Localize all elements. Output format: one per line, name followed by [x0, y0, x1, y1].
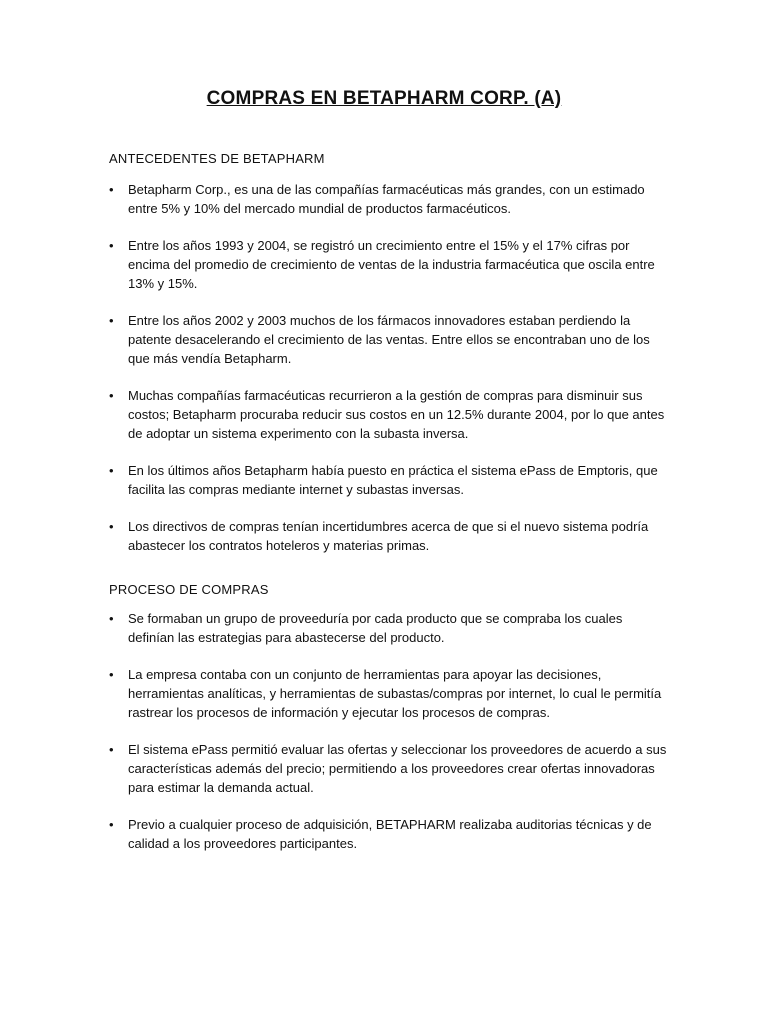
section-heading-proceso: PROCESO DE COMPRAS [109, 582, 269, 597]
bullet-list-antecedentes [109, 180, 669, 573]
bullet-icon: • [109, 817, 114, 832]
bullet-icon: • [109, 313, 114, 328]
bullet-text: Muchas compañías farmacéuticas recurrieron a la gestión de compras para disminuir sus costos; Betapharm procuraba reducir sus costos en un 12.5% durante 2004, por lo que antes de adoptar un sistema experimento con la subasta inversa. [128, 388, 665, 441]
list-item [109, 609, 669, 647]
bullet-icon: • [109, 611, 114, 626]
list-item [109, 180, 669, 218]
bullet-text: Betapharm Corp., es una de las compañías farmacéuticas más grandes, con un estimado entre 5% y 10% del mercado mundial de productos farmacéuticos. [128, 182, 645, 216]
list-item [109, 386, 669, 443]
section-heading-antecedentes: ANTECEDENTES DE BETAPHARM [109, 151, 325, 166]
bullet-text: Entre los años 1993 y 2004, se registró un crecimiento entre el 15% y el 17% cifras por encima del promedio de crecimiento de ventas de la industria farmacéutica que oscila entre 13% y 15%. [128, 238, 655, 291]
bullet-icon: • [109, 463, 114, 478]
bullet-text: En los últimos años Betapharm había puesto en práctica el sistema ePass de Emptoris, que facilita las compras mediante internet y subastas inversas. [128, 463, 658, 497]
bullet-text: Los directivos de compras tenían incertidumbres acerca de que si el nuevo sistema podría abastecer los contratos hoteleros y materias primas. [128, 519, 649, 553]
list-item [109, 740, 669, 797]
bullet-icon: • [109, 667, 114, 682]
bullet-icon: • [109, 388, 114, 403]
list-item [109, 311, 669, 368]
list-item [109, 461, 669, 499]
bullet-icon: • [109, 742, 114, 757]
list-item [109, 236, 669, 293]
list-item [109, 517, 669, 555]
bullet-text: La empresa contaba con un conjunto de herramientas para apoyar las decisiones, herramientas analíticas, y herramientas de subastas/compras por internet, lo cual le permitía rastrear los procesos de información y ejecutar los procesos de compras. [128, 667, 662, 720]
bullet-text: El sistema ePass permitió evaluar las ofertas y seleccionar los proveedores de acuerdo a sus características además del precio; permitiendo a los proveedores crear ofertas innovadoras para estimar la demanda actual. [128, 742, 667, 795]
bullet-text: Previo a cualquier proceso de adquisición, BETAPHARM realizaba auditorias técnicas y de calidad a los proveedores participantes. [128, 817, 652, 851]
document-title: COMPRAS EN BETAPHARM CORP. (A) [206, 88, 562, 109]
list-item [109, 815, 669, 853]
bullet-list-proceso [109, 609, 669, 871]
list-item [109, 665, 669, 722]
bullet-icon: • [109, 238, 114, 253]
bullet-text: Se formaban un grupo de proveeduría por cada producto que se compraba los cuales definían las estrategias para abastecerse del producto. [128, 611, 623, 645]
bullet-icon: • [109, 519, 114, 534]
bullet-text: Entre los años 2002 y 2003 muchos de los fármacos innovadores estaban perdiendo la patente desacelerando el crecimiento de las ventas. Entre ellos se encontraban uno de los que más vendía Betapharm. [128, 313, 650, 366]
bullet-icon: • [109, 182, 114, 197]
